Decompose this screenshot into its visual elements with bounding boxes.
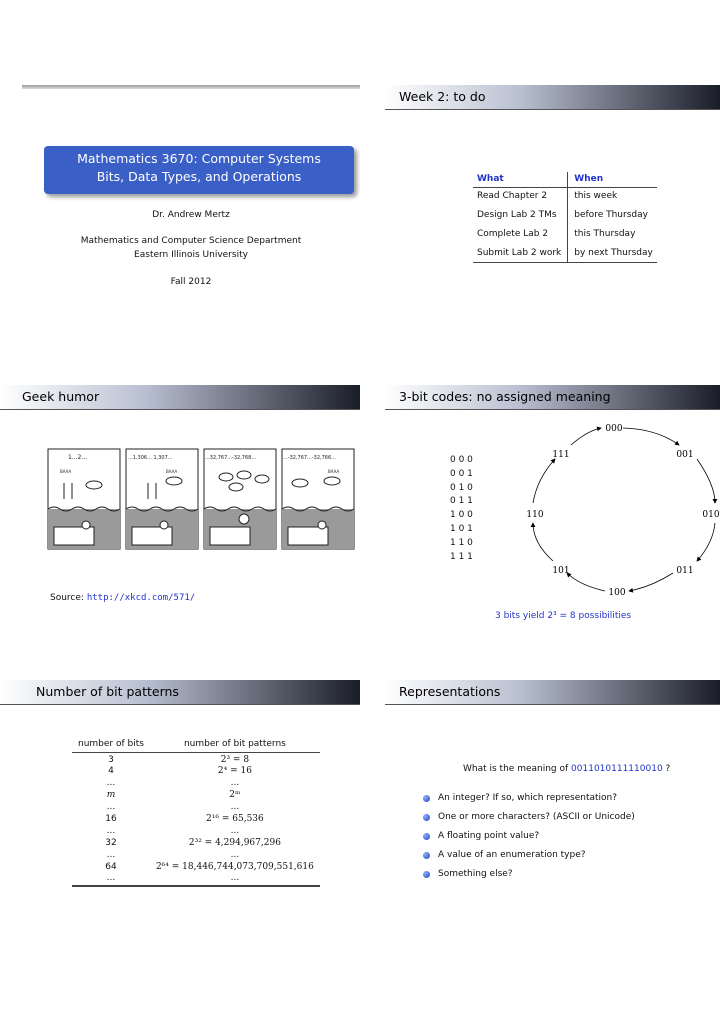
source-link[interactable]: http://xkcd.com/571/: [86, 593, 196, 603]
baa-text: BAAA: [328, 469, 340, 474]
slide-header-bar: [385, 385, 720, 410]
slide-title: Week 2: to do: [399, 89, 486, 104]
cell-bits: m: [106, 790, 116, 800]
author: Dr. Andrew Mertz: [152, 210, 230, 220]
col-header-patterns: number of bit patterns: [183, 739, 286, 749]
cell-when: this week: [574, 191, 618, 201]
cell-patterns: 2³² = 4,294,967,296: [188, 838, 281, 848]
slide-title: Representations: [399, 684, 501, 699]
cycle-node: 011: [676, 566, 694, 576]
table-row: [72, 789, 320, 801]
cycle-diagram: [505, 415, 720, 615]
baa-text: BAAA: [166, 469, 178, 474]
slide-header-bar: [22, 85, 360, 89]
col-header-when: When: [574, 174, 604, 184]
comic-panel-3: [204, 449, 276, 549]
cell-patterns: 2¹⁶ = 65,536: [206, 814, 264, 824]
cycle-node: 101: [552, 566, 570, 576]
cell-what: Submit Lab 2 work: [473, 244, 568, 263]
code-item: 0 0 0: [450, 455, 473, 465]
table-row: [473, 188, 657, 207]
representations-slide: [385, 680, 720, 940]
options-list: [423, 793, 635, 888]
cell-bits: ...: [106, 873, 116, 883]
cell-patterns: ...: [230, 802, 240, 812]
list-item: A floating point value?: [423, 831, 635, 841]
cell-patterns: ...: [230, 850, 240, 860]
cell-when: by next Thursday: [574, 248, 653, 258]
cell-patterns: ...: [230, 873, 240, 883]
university: Eastern Illinois University: [134, 250, 248, 260]
cell-bits: 64: [105, 862, 117, 872]
week2-slide: [385, 85, 720, 345]
panel-caption: ...1,306... 1,307...: [128, 455, 173, 461]
list-item: One or more characters? (ASCII or Unicode): [423, 812, 635, 822]
xkcd-comic: [46, 447, 360, 559]
cell-patterns: ...: [230, 778, 240, 788]
term: Fall 2012: [170, 277, 212, 287]
cell-when: this Thursday: [574, 229, 636, 239]
cell-patterns: 2ᵐ: [229, 790, 241, 800]
cell-patterns: ...: [230, 826, 240, 836]
table-row: [72, 765, 320, 777]
cell-bits: ...: [106, 802, 116, 812]
cycle-node: 111: [552, 450, 570, 460]
cell-bits: 4: [108, 766, 114, 776]
question: [463, 764, 670, 774]
slide-header-bar: [385, 680, 720, 705]
title-line-2: Bits, Data Types, and Operations: [96, 169, 302, 184]
cycle-node: 100: [608, 588, 626, 598]
bit-patterns-slide: [0, 680, 360, 940]
code-list: [450, 454, 473, 564]
table-row: [72, 873, 320, 886]
slide-header-bar: [385, 85, 720, 110]
title-line-1: Mathematics 3670: Computer Systems: [77, 151, 321, 166]
cell-what: Read Chapter 2: [473, 188, 568, 207]
department: Mathematics and Computer Science Department: [80, 236, 302, 246]
code-item: 0 0 1: [450, 468, 473, 479]
three-bit-codes-slide: [385, 385, 720, 645]
table-row: [72, 861, 320, 873]
cell-when: before Thursday: [574, 210, 648, 220]
table-row: [72, 813, 320, 825]
table-row: [72, 849, 320, 861]
todo-table: [473, 172, 657, 263]
question-mark: ?: [665, 764, 671, 774]
cell-what: Design Lab 2 TMs: [473, 206, 568, 225]
cell-bits: ...: [106, 778, 116, 788]
table-row: [72, 837, 320, 849]
cell-bits: ...: [106, 826, 116, 836]
possibilities-caption: 3 bits yield 2³ = 8 possibilities: [495, 611, 632, 621]
cell-bits: ...: [106, 850, 116, 860]
list-item: Something else?: [423, 869, 635, 879]
cycle-node: 000: [605, 424, 623, 434]
panel-caption: ...-32,767...-32,766...: [283, 455, 336, 461]
cell-bits: 32: [105, 838, 117, 848]
comic-panel-4: [282, 449, 354, 549]
col-header-what: What: [473, 172, 568, 188]
code-item: 1 0 1: [450, 523, 473, 534]
cell-patterns: 2⁶⁴ = 18,446,744,073,709,551,616: [155, 862, 314, 872]
slide-title: Geek humor: [22, 389, 100, 404]
table-row: [72, 801, 320, 813]
table-row: [473, 244, 657, 263]
list-item: A value of an enumeration type?: [423, 850, 635, 860]
title-slide: [0, 85, 360, 345]
source-label: Source:: [50, 593, 84, 603]
baa-text: BAAA: [60, 469, 72, 474]
question-text: What is the meaning of: [463, 764, 569, 774]
cell-patterns: 2⁴ = 16: [217, 766, 252, 776]
cell-patterns: 2³ = 8: [220, 755, 250, 765]
slide-header-bar: [0, 680, 360, 705]
cycle-node: 110: [526, 510, 544, 520]
table-row: [72, 825, 320, 837]
col-header-bits: number of bits: [78, 739, 144, 749]
bit-string: 0011010111110010: [571, 764, 663, 774]
table-row: [72, 753, 320, 766]
slide-title: 3-bit codes: no assigned meaning: [399, 389, 611, 404]
cycle-node: 001: [676, 450, 694, 460]
panel-caption: 1...2...: [68, 454, 88, 461]
cell-what: Complete Lab 2: [473, 225, 568, 244]
table-row: [473, 206, 657, 225]
code-item: 1 0 0: [450, 510, 473, 521]
geek-humor-slide: [0, 385, 360, 645]
bit-patterns-table: [72, 738, 320, 887]
table-row: [473, 225, 657, 244]
comic-panel-1: [48, 449, 120, 549]
code-item: 1 1 0: [450, 537, 473, 548]
list-item: An integer? If so, which representation?: [423, 793, 635, 803]
code-item: 0 1 0: [450, 482, 473, 493]
cell-bits: 3: [108, 755, 114, 765]
slide-header-bar: [0, 385, 360, 410]
source-line: [50, 593, 195, 603]
comic-panel-2: [126, 449, 198, 549]
code-item: 0 1 1: [450, 496, 473, 507]
title-box: [44, 146, 354, 194]
code-item: 1 1 1: [450, 551, 473, 562]
slide-title: Number of bit patterns: [36, 684, 179, 699]
panel-caption: ...32,767...-32,768...: [205, 455, 257, 461]
table-row: [72, 777, 320, 789]
cycle-node: 010: [702, 510, 720, 520]
cell-bits: 16: [105, 814, 117, 824]
